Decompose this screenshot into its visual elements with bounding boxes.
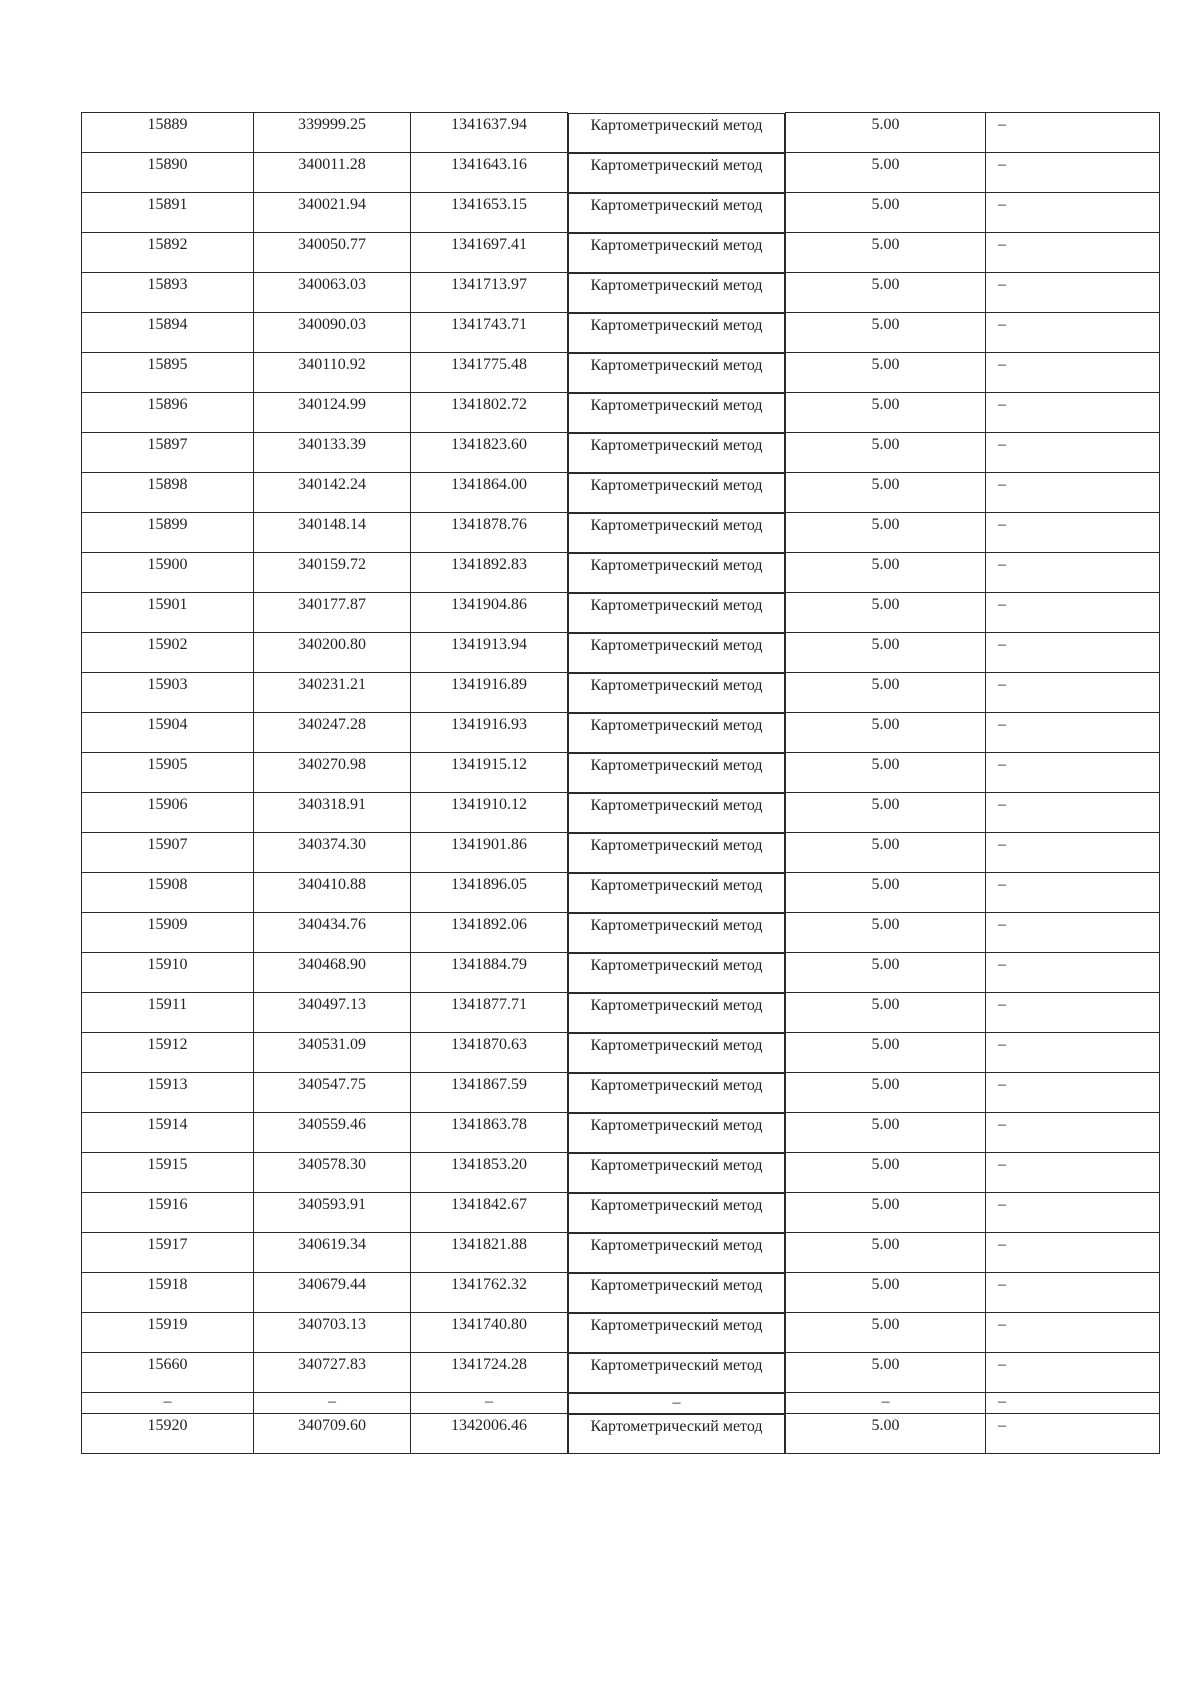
note-cell: – xyxy=(986,753,1160,793)
table-row xyxy=(82,233,1160,273)
method-cell: Картометрический метод xyxy=(568,753,785,793)
point-number-cell: 15895 xyxy=(82,353,254,393)
y-coordinate-cell: 1341853.20 xyxy=(411,1153,568,1193)
table-row xyxy=(82,873,1160,913)
y-coordinate-cell: 1341823.60 xyxy=(411,433,568,473)
method-cell: Картометрический метод xyxy=(568,1193,785,1233)
point-number-cell: 15903 xyxy=(82,673,254,713)
note-cell: – xyxy=(986,993,1160,1033)
accuracy-cell: 5.00 xyxy=(786,873,986,913)
y-coordinate-cell: 1341743.71 xyxy=(411,313,568,353)
point-number-cell: 15901 xyxy=(82,593,254,633)
method-cell: Картометрический метод xyxy=(568,1153,785,1193)
x-coordinate-cell: 340593.91 xyxy=(254,1193,411,1233)
y-coordinate-cell: 1341724.28 xyxy=(411,1353,568,1393)
note-cell: – xyxy=(986,193,1160,233)
y-coordinate-cell: 1341913.94 xyxy=(411,633,568,673)
method-cell: Картометрический метод xyxy=(568,113,785,153)
table-row xyxy=(82,1233,1160,1273)
note-cell: – xyxy=(986,913,1160,953)
x-coordinate-cell: 340578.30 xyxy=(254,1153,411,1193)
point-number-cell: 15889 xyxy=(82,113,254,153)
accuracy-cell: 5.00 xyxy=(786,433,986,473)
point-number-cell: 15897 xyxy=(82,433,254,473)
y-coordinate-cell: 1341863.78 xyxy=(411,1113,568,1153)
accuracy-cell: 5.00 xyxy=(786,313,986,353)
method-cell: Картометрический метод xyxy=(568,513,785,553)
accuracy-cell: 5.00 xyxy=(786,1193,986,1233)
accuracy-cell: 5.00 xyxy=(786,1353,986,1393)
table-row xyxy=(82,993,1160,1033)
y-coordinate-cell: 1341915.12 xyxy=(411,753,568,793)
note-cell: – xyxy=(986,1273,1160,1313)
accuracy-cell: 5.00 xyxy=(786,1153,986,1193)
y-coordinate-cell: 1341916.89 xyxy=(411,673,568,713)
method-cell: Картометрический метод xyxy=(568,633,785,673)
x-coordinate-cell: 340679.44 xyxy=(254,1273,411,1313)
note-cell: – xyxy=(986,1233,1160,1273)
x-coordinate-cell: 340063.03 xyxy=(254,273,411,313)
x-coordinate-cell: 340090.03 xyxy=(254,313,411,353)
point-number-cell: 15910 xyxy=(82,953,254,993)
table-row xyxy=(82,833,1160,873)
x-coordinate-cell: 340709.60 xyxy=(254,1414,411,1454)
point-number-cell: 15660 xyxy=(82,1353,254,1393)
point-number-cell: 15920 xyxy=(82,1414,254,1454)
method-cell: Картометрический метод xyxy=(568,353,785,393)
y-coordinate-cell: 1341775.48 xyxy=(411,353,568,393)
table-row xyxy=(82,1193,1160,1233)
accuracy-cell: 5.00 xyxy=(786,153,986,193)
point-number-cell: 15916 xyxy=(82,1193,254,1233)
x-coordinate-cell: 340110.92 xyxy=(254,353,411,393)
y-coordinate-cell: 1341910.12 xyxy=(411,793,568,833)
method-cell: Картометрический метод xyxy=(568,1113,785,1153)
y-coordinate-cell: 1341842.67 xyxy=(411,1193,568,1233)
note-cell: – xyxy=(986,113,1160,153)
note-cell: – xyxy=(986,713,1160,753)
method-cell: Картометрический метод xyxy=(568,1353,785,1393)
method-cell: Картометрический метод xyxy=(568,473,785,513)
point-number-cell: 15912 xyxy=(82,1033,254,1073)
table-row xyxy=(82,1073,1160,1113)
point-number-cell: 15892 xyxy=(82,233,254,273)
method-cell: Картометрический метод xyxy=(568,1414,785,1454)
x-coordinate-cell: 339999.25 xyxy=(254,113,411,153)
accuracy-cell: 5.00 xyxy=(786,113,986,153)
accuracy-cell: 5.00 xyxy=(786,593,986,633)
table-row xyxy=(82,953,1160,993)
note-cell: – xyxy=(986,433,1160,473)
method-cell: Картометрический метод xyxy=(568,793,785,833)
note-cell: – xyxy=(986,1073,1160,1113)
point-number-cell: 15917 xyxy=(82,1233,254,1273)
note-cell: – xyxy=(986,233,1160,273)
accuracy-cell: 5.00 xyxy=(786,233,986,273)
table-row xyxy=(82,113,1160,153)
accuracy-cell: 5.00 xyxy=(786,753,986,793)
coordinates-table xyxy=(81,112,1160,1454)
accuracy-cell: 5.00 xyxy=(786,473,986,513)
x-coordinate-cell: 340200.80 xyxy=(254,633,411,673)
accuracy-cell: 5.00 xyxy=(786,793,986,833)
accuracy-cell: 5.00 xyxy=(786,1414,986,1454)
accuracy-cell: 5.00 xyxy=(786,833,986,873)
note-cell: – xyxy=(986,873,1160,913)
table-row xyxy=(82,353,1160,393)
point-number-cell: – xyxy=(82,1393,254,1414)
accuracy-cell: 5.00 xyxy=(786,513,986,553)
note-cell: – xyxy=(986,1414,1160,1454)
accuracy-cell: 5.00 xyxy=(786,1233,986,1273)
table-row xyxy=(82,1273,1160,1313)
accuracy-cell: 5.00 xyxy=(786,553,986,593)
point-number-cell: 15906 xyxy=(82,793,254,833)
accuracy-cell: – xyxy=(786,1393,986,1414)
table-row xyxy=(82,673,1160,713)
table-row xyxy=(82,753,1160,793)
accuracy-cell: 5.00 xyxy=(786,993,986,1033)
method-cell: Картометрический метод xyxy=(568,233,785,273)
point-number-cell: 15896 xyxy=(82,393,254,433)
table-row xyxy=(82,593,1160,633)
y-coordinate-cell: 1341916.93 xyxy=(411,713,568,753)
table-row xyxy=(82,153,1160,193)
method-cell: – xyxy=(568,1393,785,1414)
method-cell: Картометрический метод xyxy=(568,1233,785,1273)
y-coordinate-cell: 1341904.86 xyxy=(411,593,568,633)
method-cell: Картометрический метод xyxy=(568,1073,785,1113)
method-cell: Картометрический метод xyxy=(568,953,785,993)
method-cell: Картометрический метод xyxy=(568,1033,785,1073)
x-coordinate-cell: 340497.13 xyxy=(254,993,411,1033)
point-number-cell: 15891 xyxy=(82,193,254,233)
note-cell: – xyxy=(986,1353,1160,1393)
x-coordinate-cell: 340270.98 xyxy=(254,753,411,793)
x-coordinate-cell: 340559.46 xyxy=(254,1113,411,1153)
note-cell: – xyxy=(986,673,1160,713)
note-cell: – xyxy=(986,953,1160,993)
point-number-cell: 15911 xyxy=(82,993,254,1033)
y-coordinate-cell: 1341643.16 xyxy=(411,153,568,193)
note-cell: – xyxy=(986,833,1160,873)
note-cell: – xyxy=(986,313,1160,353)
x-coordinate-cell: 340619.34 xyxy=(254,1233,411,1273)
y-coordinate-cell: 1342006.46 xyxy=(411,1414,568,1454)
point-number-cell: 15913 xyxy=(82,1073,254,1113)
accuracy-cell: 5.00 xyxy=(786,633,986,673)
x-coordinate-cell: 340374.30 xyxy=(254,833,411,873)
x-coordinate-cell: 340021.94 xyxy=(254,193,411,233)
table-row xyxy=(82,793,1160,833)
table-row xyxy=(82,433,1160,473)
table-row xyxy=(82,1414,1160,1454)
table-row xyxy=(82,1353,1160,1393)
y-coordinate-cell: 1341884.79 xyxy=(411,953,568,993)
point-number-cell: 15894 xyxy=(82,313,254,353)
note-cell: – xyxy=(986,793,1160,833)
note-cell: – xyxy=(986,633,1160,673)
y-coordinate-cell: 1341697.41 xyxy=(411,233,568,273)
note-cell: – xyxy=(986,1153,1160,1193)
point-number-cell: 15893 xyxy=(82,273,254,313)
x-coordinate-cell: 340247.28 xyxy=(254,713,411,753)
point-number-cell: 15908 xyxy=(82,873,254,913)
note-cell: – xyxy=(986,1393,1160,1414)
point-number-cell: 15905 xyxy=(82,753,254,793)
point-number-cell: 15914 xyxy=(82,1113,254,1153)
y-coordinate-cell: 1341713.97 xyxy=(411,273,568,313)
y-coordinate-cell: 1341892.83 xyxy=(411,553,568,593)
method-cell: Картометрический метод xyxy=(568,593,785,633)
accuracy-cell: 5.00 xyxy=(786,393,986,433)
x-coordinate-cell: 340410.88 xyxy=(254,873,411,913)
point-number-cell: 15899 xyxy=(82,513,254,553)
x-coordinate-cell: 340318.91 xyxy=(254,793,411,833)
method-cell: Картометрический метод xyxy=(568,1273,785,1313)
y-coordinate-cell: 1341637.94 xyxy=(411,113,568,153)
y-coordinate-cell: 1341653.15 xyxy=(411,193,568,233)
table-row xyxy=(82,313,1160,353)
table-row xyxy=(82,193,1160,233)
method-cell: Картометрический метод xyxy=(568,313,785,353)
method-cell: Картометрический метод xyxy=(568,153,785,193)
y-coordinate-cell: 1341896.05 xyxy=(411,873,568,913)
x-coordinate-cell: 340547.75 xyxy=(254,1073,411,1113)
accuracy-cell: 5.00 xyxy=(786,273,986,313)
note-cell: – xyxy=(986,513,1160,553)
method-cell: Картометрический метод xyxy=(568,433,785,473)
table-row xyxy=(82,633,1160,673)
note-cell: – xyxy=(986,1113,1160,1153)
note-cell: – xyxy=(986,473,1160,513)
accuracy-cell: 5.00 xyxy=(786,1033,986,1073)
point-number-cell: 15898 xyxy=(82,473,254,513)
table-row xyxy=(82,273,1160,313)
accuracy-cell: 5.00 xyxy=(786,913,986,953)
x-coordinate-cell: 340703.13 xyxy=(254,1313,411,1353)
y-coordinate-cell: – xyxy=(411,1393,568,1414)
note-cell: – xyxy=(986,153,1160,193)
y-coordinate-cell: 1341864.00 xyxy=(411,473,568,513)
table-separator-row xyxy=(82,1393,1160,1414)
point-number-cell: 15890 xyxy=(82,153,254,193)
point-number-cell: 15918 xyxy=(82,1273,254,1313)
method-cell: Картометрический метод xyxy=(568,993,785,1033)
y-coordinate-cell: 1341877.71 xyxy=(411,993,568,1033)
y-coordinate-cell: 1341901.86 xyxy=(411,833,568,873)
table-row xyxy=(82,1113,1160,1153)
accuracy-cell: 5.00 xyxy=(786,1113,986,1153)
y-coordinate-cell: 1341867.59 xyxy=(411,1073,568,1113)
method-cell: Картометрический метод xyxy=(568,193,785,233)
accuracy-cell: 5.00 xyxy=(786,1073,986,1113)
x-coordinate-cell: 340011.28 xyxy=(254,153,411,193)
accuracy-cell: 5.00 xyxy=(786,953,986,993)
method-cell: Картометрический метод xyxy=(568,553,785,593)
x-coordinate-cell: 340727.83 xyxy=(254,1353,411,1393)
accuracy-cell: 5.00 xyxy=(786,353,986,393)
coordinates-table-body xyxy=(82,113,1160,1454)
y-coordinate-cell: 1341878.76 xyxy=(411,513,568,553)
y-coordinate-cell: 1341870.63 xyxy=(411,1033,568,1073)
table-row xyxy=(82,1153,1160,1193)
x-coordinate-cell: 340231.21 xyxy=(254,673,411,713)
x-coordinate-cell: 340124.99 xyxy=(254,393,411,433)
accuracy-cell: 5.00 xyxy=(786,673,986,713)
accuracy-cell: 5.00 xyxy=(786,1313,986,1353)
table-row xyxy=(82,1033,1160,1073)
x-coordinate-cell: 340142.24 xyxy=(254,473,411,513)
point-number-cell: 15902 xyxy=(82,633,254,673)
point-number-cell: 15907 xyxy=(82,833,254,873)
note-cell: – xyxy=(986,273,1160,313)
table-row xyxy=(82,1313,1160,1353)
y-coordinate-cell: 1341892.06 xyxy=(411,913,568,953)
x-coordinate-cell: 340177.87 xyxy=(254,593,411,633)
note-cell: – xyxy=(986,393,1160,433)
table-row xyxy=(82,513,1160,553)
y-coordinate-cell: 1341762.32 xyxy=(411,1273,568,1313)
x-coordinate-cell: 340531.09 xyxy=(254,1033,411,1073)
method-cell: Картометрический метод xyxy=(568,833,785,873)
note-cell: – xyxy=(986,353,1160,393)
note-cell: – xyxy=(986,1033,1160,1073)
point-number-cell: 15919 xyxy=(82,1313,254,1353)
table-row xyxy=(82,473,1160,513)
x-coordinate-cell: 340050.77 xyxy=(254,233,411,273)
x-coordinate-cell: 340468.90 xyxy=(254,953,411,993)
accuracy-cell: 5.00 xyxy=(786,193,986,233)
note-cell: – xyxy=(986,553,1160,593)
table-row xyxy=(82,393,1160,433)
y-coordinate-cell: 1341740.80 xyxy=(411,1313,568,1353)
note-cell: – xyxy=(986,1193,1160,1233)
table-row xyxy=(82,913,1160,953)
note-cell: – xyxy=(986,1313,1160,1353)
point-number-cell: 15904 xyxy=(82,713,254,753)
accuracy-cell: 5.00 xyxy=(786,713,986,753)
table-row xyxy=(82,553,1160,593)
y-coordinate-cell: 1341821.88 xyxy=(411,1233,568,1273)
x-coordinate-cell: – xyxy=(254,1393,411,1414)
x-coordinate-cell: 340133.39 xyxy=(254,433,411,473)
x-coordinate-cell: 340159.72 xyxy=(254,553,411,593)
method-cell: Картометрический метод xyxy=(568,873,785,913)
method-cell: Картометрический метод xyxy=(568,273,785,313)
note-cell: – xyxy=(986,593,1160,633)
method-cell: Картометрический метод xyxy=(568,1313,785,1353)
y-coordinate-cell: 1341802.72 xyxy=(411,393,568,433)
point-number-cell: 15900 xyxy=(82,553,254,593)
x-coordinate-cell: 340148.14 xyxy=(254,513,411,553)
accuracy-cell: 5.00 xyxy=(786,1273,986,1313)
method-cell: Картометрический метод xyxy=(568,913,785,953)
point-number-cell: 15909 xyxy=(82,913,254,953)
method-cell: Картометрический метод xyxy=(568,673,785,713)
method-cell: Картометрический метод xyxy=(568,393,785,433)
x-coordinate-cell: 340434.76 xyxy=(254,913,411,953)
point-number-cell: 15915 xyxy=(82,1153,254,1193)
method-cell: Картометрический метод xyxy=(568,713,785,753)
table-row xyxy=(82,713,1160,753)
